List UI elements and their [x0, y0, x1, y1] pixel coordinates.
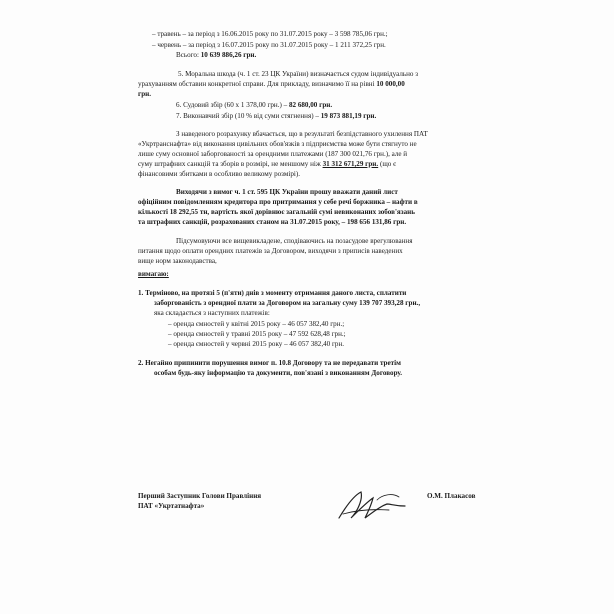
- moral-damage-amount: 10 000,00: [376, 80, 405, 88]
- handwritten-signature: [333, 488, 409, 524]
- enforcement-fee-text: 7. Виконавчий збір (10 % від суми стягнення) –: [176, 112, 319, 120]
- calc-paragraph-line-4: [138, 160, 396, 169]
- penalty-amount: 31 312 671,29 грн.: [322, 160, 379, 168]
- demand-heading: вимагаю:: [138, 270, 169, 278]
- calc-paragraph-line-3: лише суму основної заборгованості за орендними платежами (187 300 021,76 грн.), але й: [138, 150, 408, 158]
- moral-damage-line-3: грн.: [138, 90, 152, 98]
- may-line: – травень – за період з 16.06.2015 року по 31.07.2015 року – 3 598 785,06 грн.;: [152, 30, 388, 38]
- total-amount: 10 639 886,26 грн.: [200, 51, 257, 59]
- court-fee-amount: 82 680,00 грн.: [288, 101, 333, 109]
- total-line: [176, 51, 256, 60]
- retention-paragraph-line-2: офіційним повідомленням кредитора про притримання у себе речі боржника – нафти в: [138, 198, 418, 206]
- demand-1-item-april: – оренда ємностей у квітні 2015 року – 46 057 382,40 грн.;: [168, 320, 345, 328]
- signatory-name: О.М. Плакасов: [427, 492, 476, 500]
- moral-damage-text: урахуванням обставин конкретної справи. Для прикладу, визначимо її на рівні: [138, 80, 375, 88]
- demand-2-line-2: особам будь-яку інформацію та документи, пов'язані з виконанням Договору.: [154, 369, 403, 377]
- enforcement-fee-amount: 19 873 881,19 грн.: [320, 112, 377, 120]
- court-fee-line: [176, 101, 332, 110]
- signatory-company: ПАТ «Укртатнафта»: [138, 502, 205, 510]
- retention-paragraph-line-3: кількості 18 292,55 тн, вартість якої дорівнює загальній сумі невиконаних зобов'язань: [138, 208, 416, 216]
- total-label: Всього:: [176, 51, 199, 59]
- calc-paragraph-line-5: фінансовими збитками в особливо великому розмірі).: [138, 170, 301, 178]
- summary-line-1: Підсумовуючи все вищевикладене, сподіваючись на позасудове врегулювання: [176, 237, 413, 245]
- calc-text-end: (що є: [379, 160, 397, 168]
- demand-1-line-3: яка складається з наступних платежів:: [154, 309, 270, 317]
- demand-1-line-2: заборгованість з орендної плати за Договором на загальну суму 139 707 393,28 грн.,: [154, 299, 421, 307]
- summary-line-2: питання щодо оплати орендних платежів за Договором, виходячи з приписів наведених: [138, 247, 403, 255]
- calc-paragraph-line-2: «Укртранснафта» від виконання цивільних обов'язків з підприємства може бути стягнуто не: [138, 140, 417, 148]
- enforcement-fee-line: [176, 112, 376, 121]
- calc-text: суму штрафних санкцій та зборів в розмірі, не меншому ніж: [138, 160, 321, 168]
- demand-2-line-1: 2. Негайно припинити порушення вимог п. 10.8 Договору та не передавати третім: [138, 359, 401, 367]
- june-line: – червень – за період з 16.07.2015 року по 31.07.2015 року – 1 211 372,25 грн.: [152, 41, 386, 49]
- signatory-title: Перший Заступник Голови Правління: [138, 492, 262, 500]
- demand-1-line-1: 1. Терміново, на протязі 5 (п'яти) днів з моменту отримання даного листа, сплатити: [138, 289, 407, 297]
- retention-paragraph-line-4: та штрафних санкцій, розрахованих станом на 31.07.2015 року, – 198 656 131,86 грн.: [138, 218, 407, 226]
- retention-paragraph-line-1: Виходячи з вимог ч. 1 ст. 595 ЦК України прошу вважати даний лист: [176, 188, 398, 196]
- court-fee-text: 6. Судовий збір (60 х 1 378,00 грн.) –: [176, 101, 288, 109]
- moral-damage-line-2: [138, 80, 405, 89]
- demand-1-item-june: – оренда ємностей у червні 2015 року – 46 057 382,40 грн.: [168, 340, 345, 348]
- calc-paragraph-line-1: З наведеного розрахунку вбачається, що в результаті безпідставного ухилення ПАТ: [176, 130, 428, 138]
- summary-line-3: вище норм законодавства,: [138, 257, 217, 265]
- moral-damage-line-1: 5. Моральна шкода (ч. 1 ст. 23 ЦК України) визначається судом індивідуально з: [178, 70, 419, 78]
- demand-1-item-may: – оренда ємностей у травні 2015 року – 47 592 628,48 грн.;: [168, 330, 346, 338]
